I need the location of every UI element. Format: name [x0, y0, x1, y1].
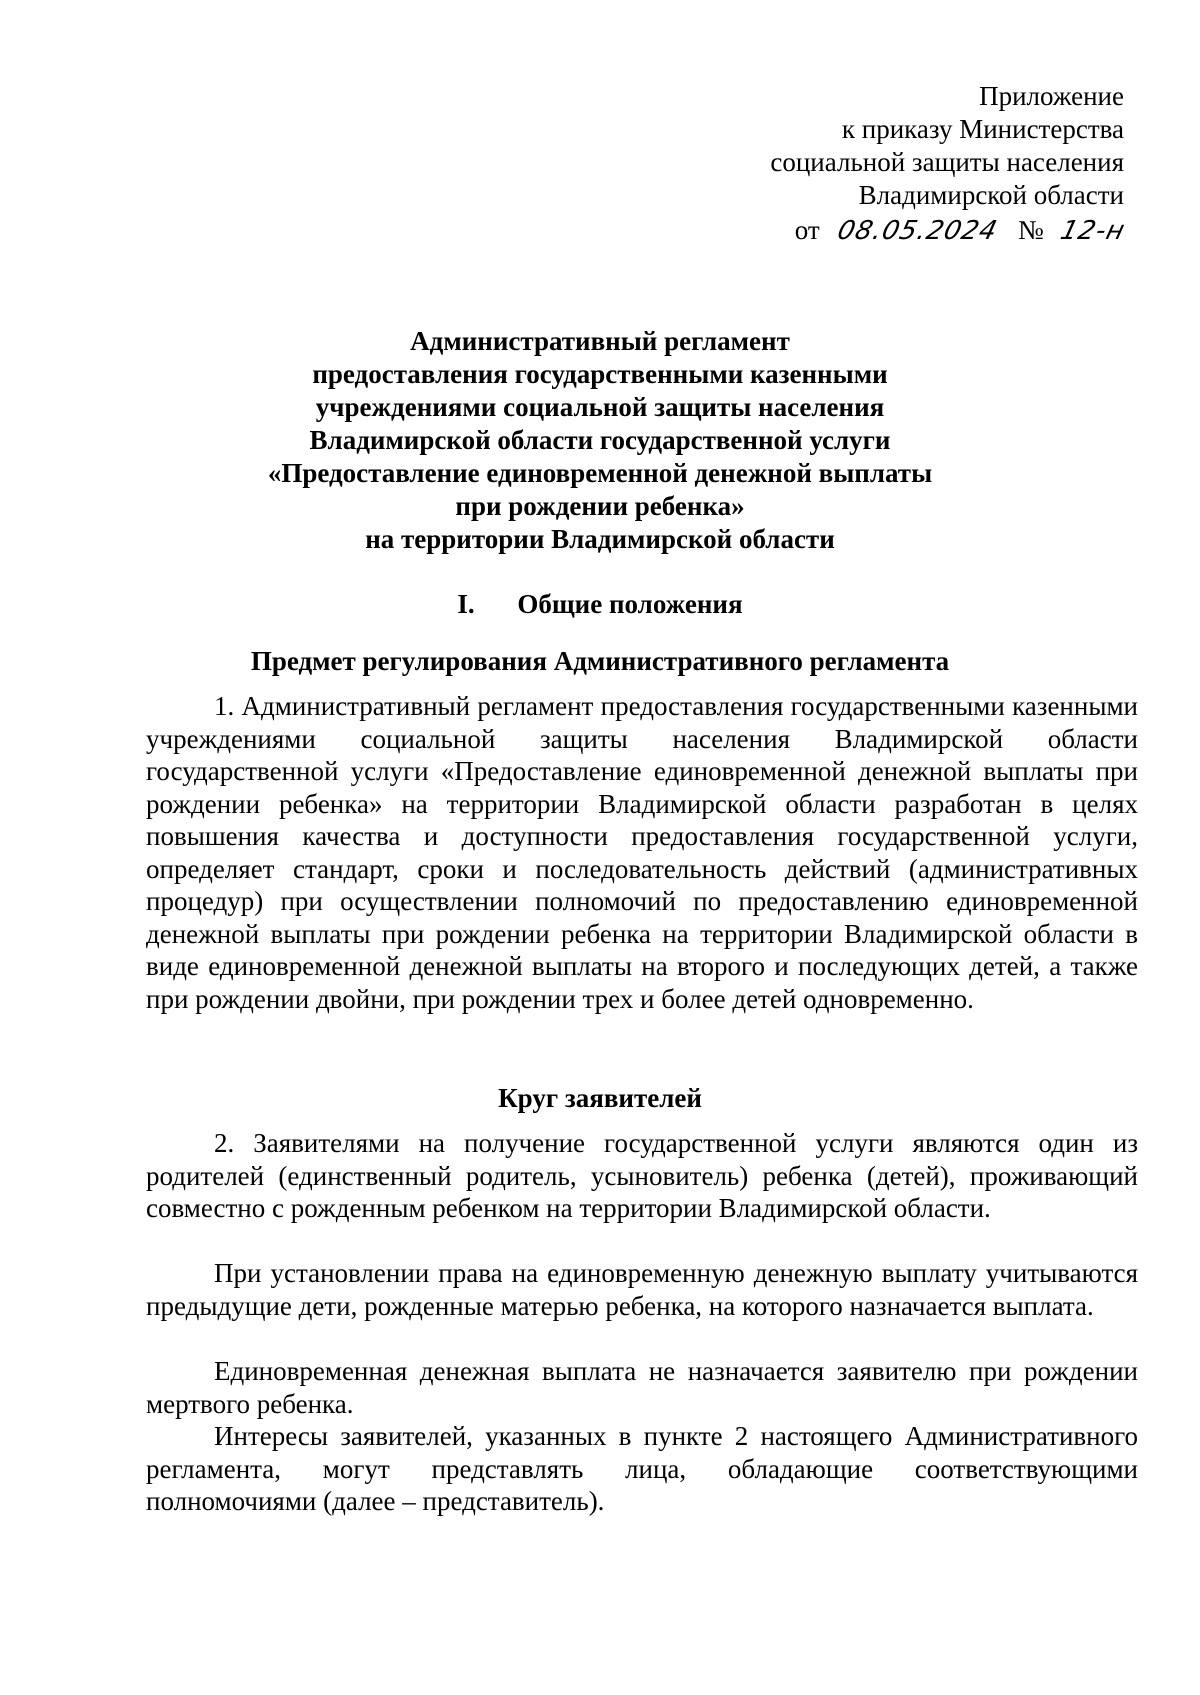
paragraph-3: При установлении права на единовременную денежную выплату учитываются предыдущие дети, рожденные матерью ребенка, на которого назначается выплата.: [146, 1258, 1138, 1321]
title-line-1: Административный регламент: [410, 326, 790, 356]
title-line-7: на территории Владимирской области: [365, 524, 835, 554]
appendix-line-1: Приложение: [979, 81, 1124, 111]
appendix-block: [770, 80, 1128, 248]
subsection-heading-subject: Предмет регулирования Административного регламента: [250, 646, 950, 676]
order-date-number-line: [770, 214, 1128, 248]
number-label: №: [1018, 215, 1044, 245]
paragraph-2: 2. Заявителями на получение государственной услуги являются один из родителей (единственный родитель, усыновитель) ребенка (детей), проживающий совместно с рожденным ребенком на территории Владимирской области.: [146, 1128, 1138, 1223]
appendix-line-4: Владимирской области: [858, 180, 1124, 210]
subsection-heading-applicants: Круг заявителей: [498, 1083, 702, 1113]
section-number: I.: [457, 589, 475, 619]
paragraph-1: 1. Административный регламент предоставления государственными казенными учреждениями социальной защиты населения Владимирской области государственной услуги «Предоставление единовременной денежной выплаты при рождении ребенка» на территории Владимирской области разработан в целях повышения качества и доступности предоставления государственной услуги, определяет стандарт, сроки и последовательность действий (административных процедур) при осуществлении полномочий по предоставлению единовременной денежной выплаты при рождении ребенка на территории Владимирской области в виде единовременной денежной выплаты на второго и последующих детей, а также при рождении двойни, при рождении трех и более детей одновременно.: [146, 691, 1138, 1014]
document-title: [100, 325, 1100, 556]
paragraph-4: Единовременная денежная выплата не назначается заявителю при рождении мертвого ребенка.: [146, 1356, 1138, 1419]
appendix-line-3: социальной защиты населения: [770, 147, 1124, 177]
title-line-6: при рождении ребенка»: [455, 491, 745, 521]
title-line-4: Владимирской области государственной услуги: [309, 425, 891, 455]
section-title: Общие положения: [517, 589, 743, 619]
section-heading: [100, 588, 1100, 621]
title-line-3: учреждениями социальной защиты населения: [315, 392, 885, 422]
from-label: от: [794, 215, 820, 245]
appendix-line-2: к приказу Министерства: [841, 114, 1124, 144]
handwritten-date: 08.05.2024: [834, 216, 1002, 246]
handwritten-number: 12-н: [1056, 216, 1128, 246]
title-line-5: «Предоставление единовременной денежной выплаты: [267, 458, 933, 488]
paragraph-5: Интересы заявителей, указанных в пункте 2 настоящего Административного регламента, могут представлять лица, обладающие соответствующими полномочиями (далее – представитель).: [146, 1421, 1138, 1516]
title-line-2: предоставления государственными казенными: [312, 359, 888, 389]
